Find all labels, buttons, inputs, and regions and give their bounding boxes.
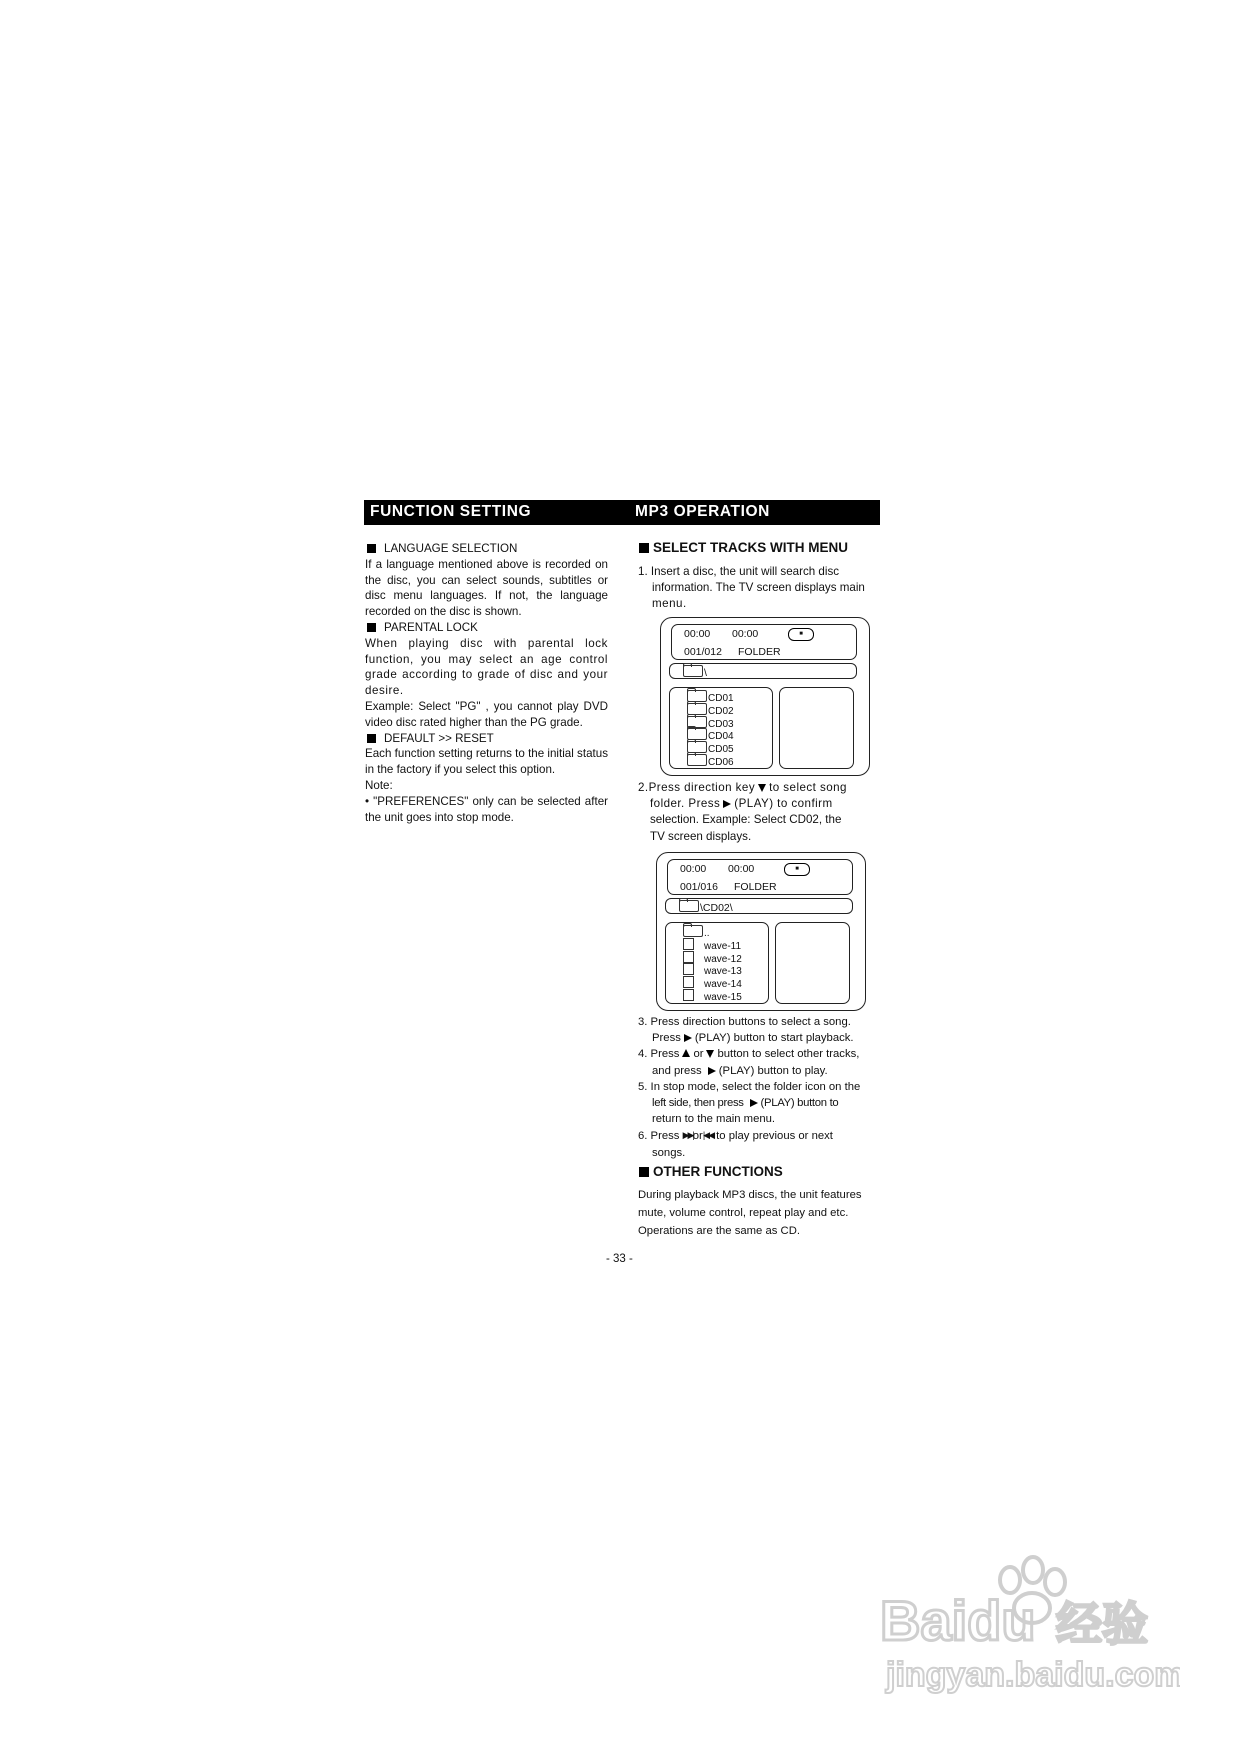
page-number: - 33 -	[606, 1253, 633, 1265]
tv-screen-main-menu	[660, 617, 870, 776]
file-name: wave-13	[704, 966, 742, 978]
elapsed-time: 00:00	[684, 628, 711, 640]
mp3-file-icon	[683, 963, 694, 975]
bullet-dot-icon: •	[365, 794, 374, 808]
down-arrow-icon	[706, 1050, 714, 1058]
path-text: \	[704, 667, 707, 679]
parental-lock-heading: PARENTAL LOCK	[384, 620, 478, 634]
track-counter: 001/016	[680, 881, 718, 893]
mp3-file-icon	[683, 989, 694, 1001]
elapsed-time: 00:00	[680, 863, 707, 875]
file-row[interactable]	[683, 976, 742, 989]
watermark-brand: Baidu	[880, 1589, 1036, 1652]
default-reset-text: Each function setting returns to the initial status in the factory if you select this option.	[365, 747, 608, 777]
folder-name: CD05	[708, 744, 734, 756]
file-list-panel	[665, 922, 769, 1004]
preview-panel	[775, 922, 850, 1004]
total-time: 00:00	[728, 863, 755, 875]
default-reset-heading: DEFAULT >> RESET	[384, 731, 494, 745]
file-row[interactable]	[683, 963, 742, 976]
other-functions-text: During playback MP3 discs, the unit features mute, volume control, repeat play and etc. Operations are the same as CD.	[638, 1189, 862, 1237]
up-arrow-icon	[682, 1049, 690, 1057]
note-text: "PREFERENCES" only can be selected after the unit goes into stop mode.	[365, 794, 609, 824]
file-name: wave-15	[704, 991, 742, 1003]
note-label: Note:	[365, 778, 393, 792]
folder-list-panel	[669, 687, 773, 769]
bullet-square-icon	[367, 544, 376, 553]
watermark-cn: 经验	[1056, 1597, 1148, 1651]
tv-screen-cd02	[656, 852, 866, 1011]
next-track-icon: ▶▶|	[682, 1130, 693, 1141]
path-text: \CD02\	[700, 902, 733, 914]
previous-track-icon: |◀◀	[702, 1130, 713, 1141]
folder-name: CD02	[708, 705, 734, 717]
folder-name: CD04	[708, 731, 734, 743]
stop-icon: ■	[788, 628, 814, 641]
bullet-square-icon	[367, 623, 376, 632]
folder-row[interactable]	[687, 754, 734, 767]
file-name: wave-14	[704, 979, 742, 991]
file-row[interactable]	[683, 951, 742, 964]
folder-icon	[683, 925, 703, 937]
mode-label: FOLDER	[738, 646, 781, 658]
folder-icon	[687, 754, 707, 766]
file-row[interactable]	[683, 989, 742, 1002]
track-counter: 001/012	[684, 646, 722, 658]
mp3-file-icon	[683, 951, 694, 963]
steps-3-6: 3. Press direction buttons to select a song. Press (PLAY) button to start playback. 4. Press or button to select other tracks, and press (PLAY) button to play. 5. In stop mode, select the folder icon on the left side, then press (PLAY) button to return to the main menu. 6. Press ▶▶|or|◀◀ to play previous or next songs.	[638, 1016, 861, 1159]
play-icon	[684, 1034, 692, 1042]
screen-info-bar	[671, 624, 857, 660]
folder-icon	[683, 665, 703, 677]
bullet-square-icon	[639, 1167, 649, 1177]
step-2: 2.Press direction key to select song folder. Press (PLAY) to confirm selection. Example: Select CD02, the TV screen displays.	[638, 781, 847, 843]
folder-name: CD01	[708, 693, 734, 704]
file-row[interactable]	[683, 938, 742, 951]
play-icon	[750, 1099, 758, 1107]
other-functions-heading: OTHER FUNCTIONS	[638, 1164, 783, 1179]
play-icon	[723, 800, 731, 808]
play-icon	[708, 1067, 716, 1075]
bullet-square-icon	[367, 734, 376, 743]
mp3-operation-title: MP3 OPERATION	[635, 503, 770, 520]
step-1: 1. Insert a disc, the unit will search disc information. The TV screen displays main menu.	[638, 565, 865, 611]
path-bar	[665, 898, 853, 914]
preview-panel	[779, 687, 854, 769]
parental-lock-text: When playing disc with parental lock function, you may select an age control grade according to grade of disc and your desire.	[365, 636, 608, 698]
function-setting-title: FUNCTION SETTING	[370, 503, 532, 520]
path-bar	[669, 663, 857, 679]
file-name: wave-11	[704, 940, 742, 952]
file-name: wave-12	[704, 953, 742, 965]
section-header-bar	[364, 500, 880, 525]
stop-icon: ■	[784, 863, 810, 876]
screen-info-bar	[667, 859, 853, 895]
select-tracks-heading: SELECT TRACKS WITH MENU	[638, 540, 848, 555]
language-selection-heading: LANGUAGE SELECTION	[384, 542, 518, 555]
mp3-file-icon	[683, 938, 694, 950]
folder-icon	[679, 900, 699, 912]
folder-name: CD06	[708, 756, 734, 768]
parental-example-text: Example: Select "PG" , you cannot play DVD video disc rated higher than the PG grade.	[365, 699, 608, 729]
total-time: 00:00	[732, 628, 759, 640]
watermark-url: jingyan.baidu.com	[886, 1656, 1180, 1694]
bullet-square-icon	[639, 543, 649, 553]
folder-icon	[687, 703, 707, 715]
parent-folder-row: ..	[683, 925, 742, 938]
baidu-watermark	[880, 1540, 1180, 1705]
mode-label: FOLDER	[734, 881, 777, 893]
mp3-file-icon	[683, 976, 694, 988]
function-setting-column	[365, 541, 608, 825]
down-arrow-icon	[758, 784, 766, 792]
folder-name: CD03	[708, 718, 734, 730]
language-selection-text: If a language mentioned above is recorded on the disc, you can select sounds, subtitles or disc menu languages. If not, the language recorded on the disc is shown.	[365, 557, 608, 619]
